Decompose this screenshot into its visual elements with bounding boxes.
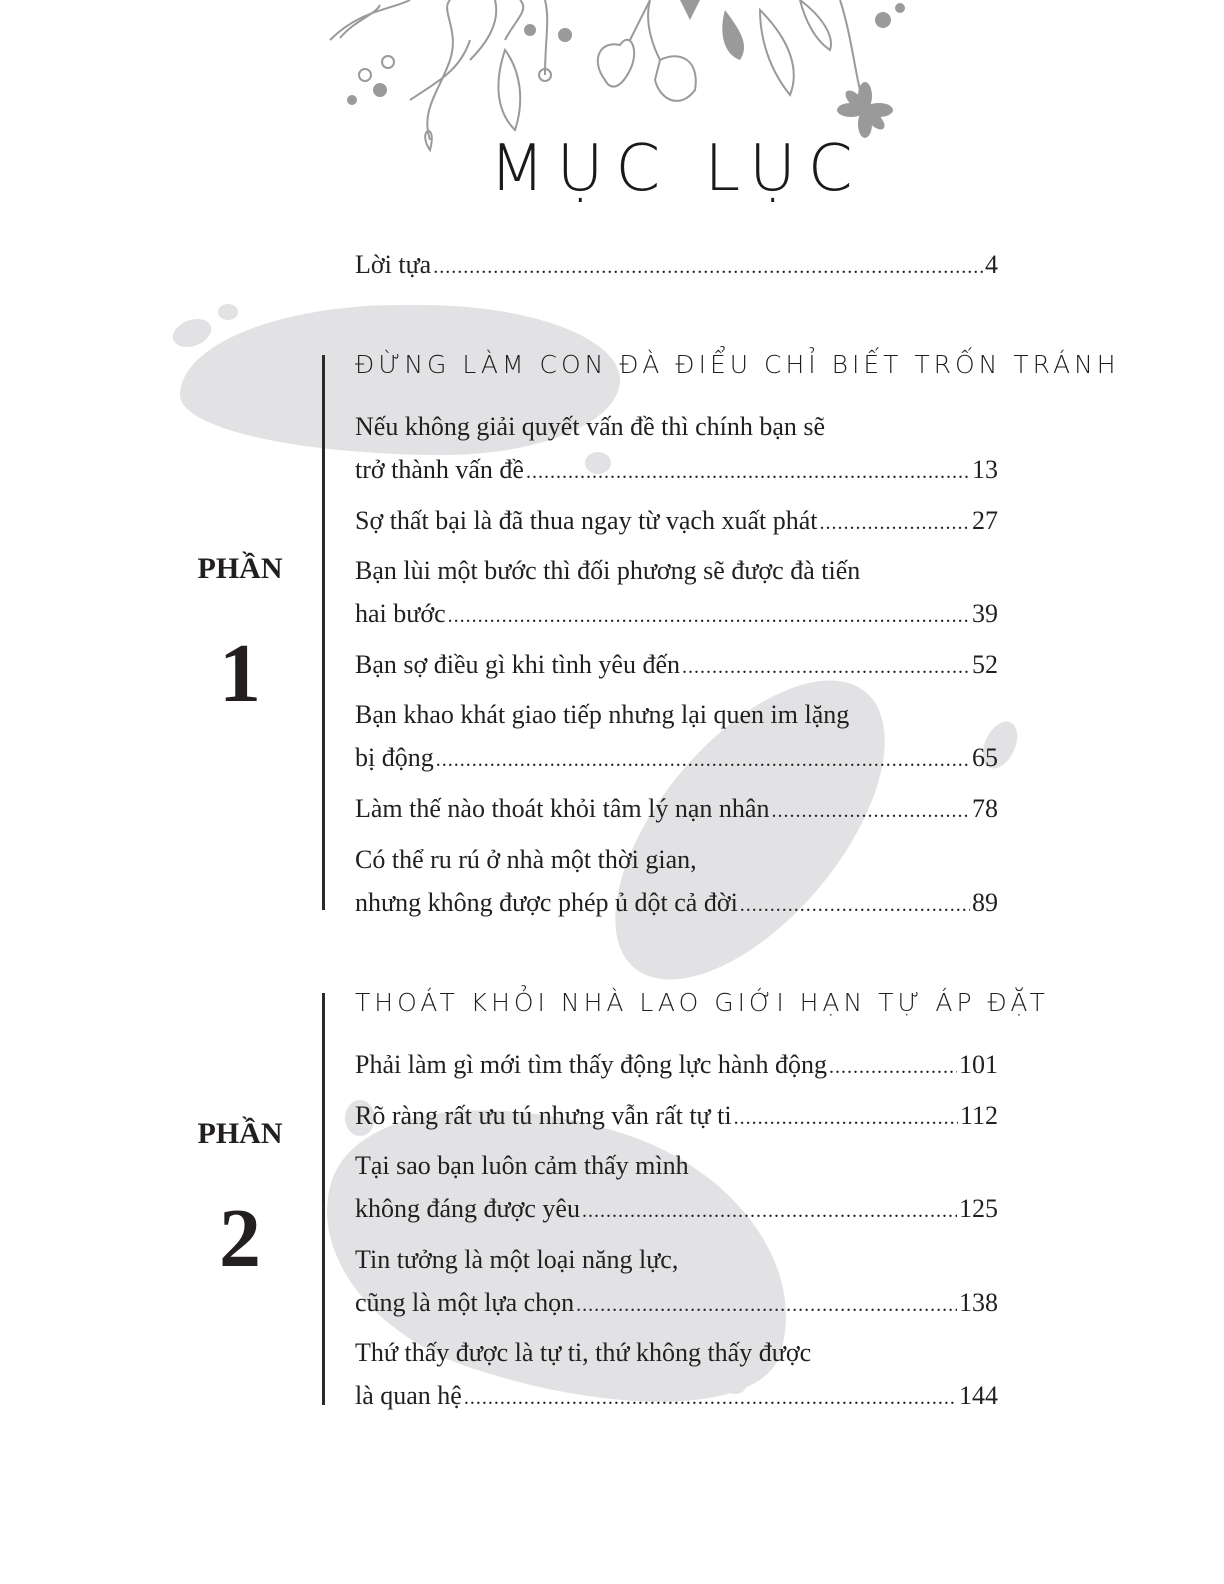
toc-entry-preface[interactable]: [355, 243, 998, 289]
toc-entry[interactable]: [355, 405, 998, 494]
dot-leader: [820, 502, 971, 545]
entry-title-line1: Bạn khao khát giao tiếp nhưng lại quen im lặng: [355, 700, 850, 729]
entry-page: 65: [972, 743, 998, 772]
entry-page: 39: [972, 599, 998, 628]
entry-page: 78: [972, 794, 998, 823]
entry-title: Sợ thất bại là đã thua ngay từ vạch xuất phát: [355, 506, 818, 535]
toc-entry[interactable]: [355, 549, 998, 638]
dot-leader: [740, 884, 970, 927]
part-1-number: 1: [219, 627, 261, 720]
decorative-dot: [169, 314, 215, 352]
entry-title: Rõ ràng rất ưu tú nhưng vẫn rất tự ti: [355, 1101, 732, 1130]
dot-leader: [582, 1190, 957, 1233]
part-2-label: PHẦN: [197, 1117, 283, 1150]
part-1-label: PHẦN: [197, 552, 283, 585]
part-1-divider: [322, 355, 325, 910]
entry-page: 52: [972, 650, 998, 679]
toc-entry[interactable]: [355, 499, 998, 545]
entry-title: trở thành vấn đề: [355, 455, 524, 484]
entry-title-line1: Tin tưởng là một loại năng lực,: [355, 1245, 679, 1274]
toc-entry[interactable]: [355, 1331, 998, 1420]
entry-title: là quan hệ: [355, 1381, 462, 1410]
toc-entry[interactable]: [355, 643, 998, 689]
entry-title: Làm thế nào thoát khỏi tâm lý nạn nhân: [355, 794, 770, 823]
entry-title-line1: Thứ thấy được là tự ti, thứ không thấy được: [355, 1338, 812, 1367]
entry-page: 144: [959, 1381, 998, 1410]
dot-leader: [682, 646, 970, 689]
dot-leader: [448, 595, 970, 638]
entry-title: hai bước: [355, 599, 446, 628]
page-title: MỤC LỤC: [489, 132, 865, 206]
entry-page: 4: [985, 250, 998, 279]
entry-page: 101: [959, 1050, 998, 1079]
dot-leader: [829, 1046, 957, 1089]
entry-title: Phải làm gì mới tìm thấy động lực hành động: [355, 1050, 827, 1079]
entry-title: Bạn sợ điều gì khi tình yêu đến: [355, 650, 680, 679]
dot-leader: [436, 739, 970, 782]
entry-title: không đáng được yêu: [355, 1194, 580, 1223]
toc-entry[interactable]: [355, 838, 998, 927]
entry-page: 13: [972, 455, 998, 484]
toc-entry[interactable]: [355, 1094, 998, 1140]
entry-page: 125: [959, 1194, 998, 1223]
entry-title-line1: Có thể ru rú ở nhà một thời gian,: [355, 845, 697, 874]
toc-entry[interactable]: [355, 1043, 998, 1089]
entry-title: nhưng không được phép ủ dột cả đời: [355, 888, 738, 917]
dot-leader: [576, 1284, 957, 1327]
part-2-divider: [322, 993, 325, 1405]
dot-leader: [464, 1377, 957, 1420]
entry-title-line1: Tại sao bạn luôn cảm thấy mình: [355, 1151, 689, 1180]
toc-entry[interactable]: [355, 1144, 998, 1233]
dot-leader: [433, 246, 983, 289]
toc-entry[interactable]: [355, 693, 998, 782]
entry-title-line1: Bạn lùi một bước thì đối phương sẽ được đà tiến: [355, 556, 861, 585]
dot-leader: [771, 790, 970, 833]
toc-entry[interactable]: [355, 1238, 998, 1327]
entry-title: cũng là một lựa chọn: [355, 1288, 575, 1317]
part-2-number: 2: [219, 1192, 261, 1285]
toc-entry[interactable]: [355, 787, 998, 833]
entry-page: 89: [972, 888, 998, 917]
dot-leader: [526, 451, 970, 494]
decorative-dot: [218, 304, 238, 320]
entry-page: 138: [959, 1288, 998, 1317]
part-1-heading: ĐỪNG LÀM CON ĐÀ ĐIỂU CHỈ BIẾT TRỐN TRÁNH: [355, 350, 1120, 379]
entry-title: Lời tựa: [355, 250, 432, 279]
entry-title: bị động: [355, 743, 434, 772]
part-2-heading: THOÁT KHỎI NHÀ LAO GIỚI HẠN TỰ ÁP ĐẶT: [355, 988, 1049, 1017]
entry-page: 112: [959, 1101, 998, 1130]
entry-title-line1: Nếu không giải quyết vấn đề thì chính bạn sẽ: [355, 412, 826, 441]
entry-page: 27: [972, 506, 998, 535]
dot-leader: [734, 1097, 958, 1140]
